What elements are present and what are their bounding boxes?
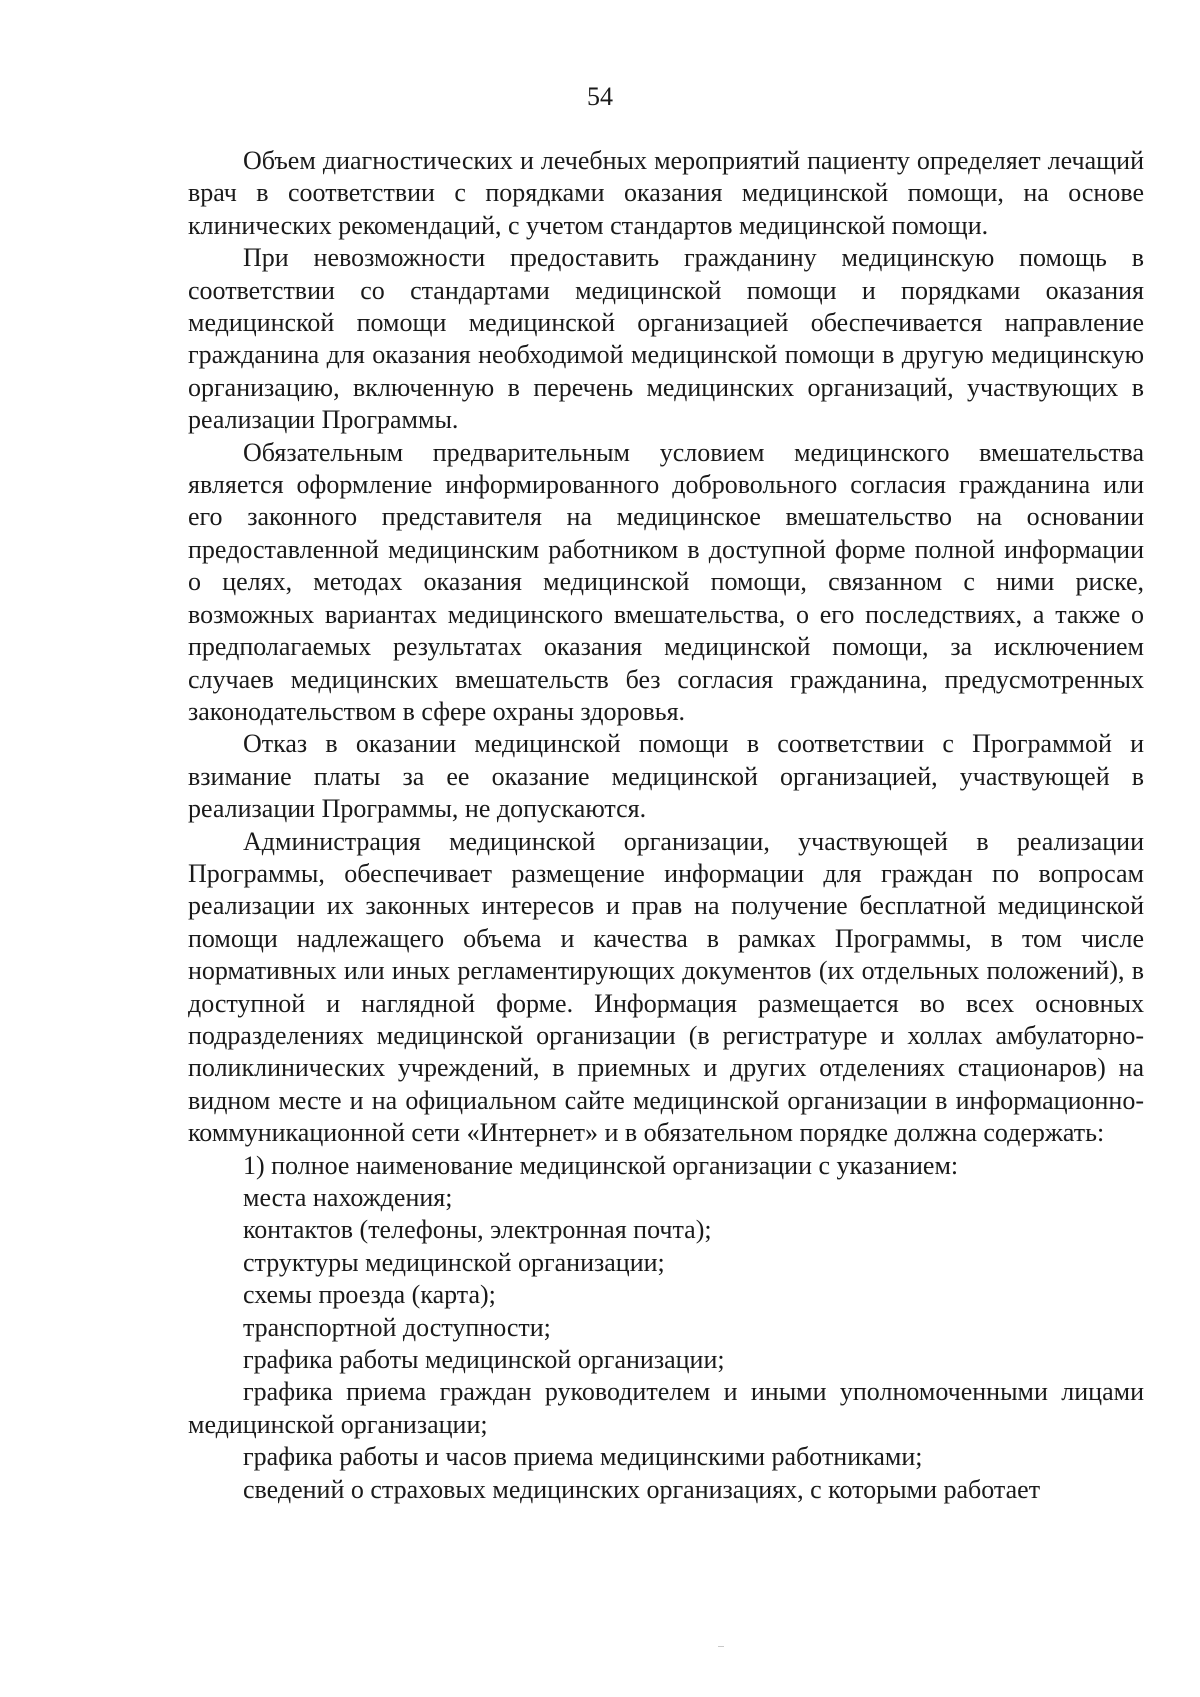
paragraph-referral: При невозможности предоставить гражданину медицинскую помощь в соответствии со стандартами медицинской помощи и порядками оказания медицинской помощи медицинской организацией обеспечивается направление гражданина для оказания необходимой медицинской помощи в другую медицинскую организацию, включенную в перечень медицинских организаций, участвующих в реализации Программы. [188,243,1144,435]
list-item: контактов (телефоны, электронная почта); [243,1215,712,1245]
list-item: транспортной доступности; [243,1312,551,1342]
paragraph-refusal: Отказ в оказании медицинской помощи в соответствии с Программой и взимание платы за ее оказание медицинской организацией, участвующей в реализации Программы, не допускаются. [188,729,1144,824]
list-item: графика работы и часов приема медицинскими работниками; [243,1442,923,1472]
paragraph-information-placement: Администрация медицинской организации, участвующей в реализации Программы, обеспечивает размещение информации для граждан по вопросам реализации их законных интересов и прав на получение бесплатной медицинской помощи надлежащего объема и качества в рамках Программы, в том числе нормативных или иных регламентирующих документов (их отдельных положений), в доступной и наглядной форме. Информация размещается во всех основных подразделениях медицинской организации (в регистратуре и холлах амбулаторно-поликлинических учреждений, в приемных и других отделениях стационаров) на видном месте и на официальном сайте медицинской организации в информационно-коммуникационной сети «Интернет» и в обязательном порядке должна содержать: [188,826,1144,1148]
list-item: графика приема граждан руководителем и иными уполномоченными лицами медицинской организации; [188,1377,1144,1439]
paragraph-informed-consent: Обязательным предварительным условием медицинского вмешательства является оформление информированного добровольного согласия гражданина или его законного представителя на медицинское вмешательство на основании предоставленной медицинским работником в доступной форме полной информации о целях, методах оказания медицинской помощи, связанном с ними риске, возможных вариантах медицинского вмешательства, о его последствиях, а также о предполагаемых результатах оказания медицинской помощи, за исключением случаев медицинских вмешательств без согласия гражданина, предусмотренных законодательством в сфере охраны здоровья. [188,437,1144,726]
paragraph-treatment-volume: Объем диагностических и лечебных мероприятий пациенту определяет лечащий врач в соответствии с порядками оказания медицинской помощи, на основе клинических рекомендаций, с учетом стандартов медицинской помощи. [188,146,1144,240]
list-item: места нахождения; [243,1183,453,1212]
list-item: структуры медицинской организации; [243,1247,665,1277]
page-number: 54 [587,82,613,111]
list-item-continued: сведений о страховых медицинских организациях, с которыми работает [243,1474,1041,1504]
list-item: схемы проезда (карта); [243,1280,496,1310]
list-item: 1) полное наименование медицинской организации с указанием: [243,1150,959,1180]
document-body [188,145,1144,1506]
list-item: графика работы медицинской организации; [243,1345,725,1375]
scan-artifact [718,1646,724,1647]
